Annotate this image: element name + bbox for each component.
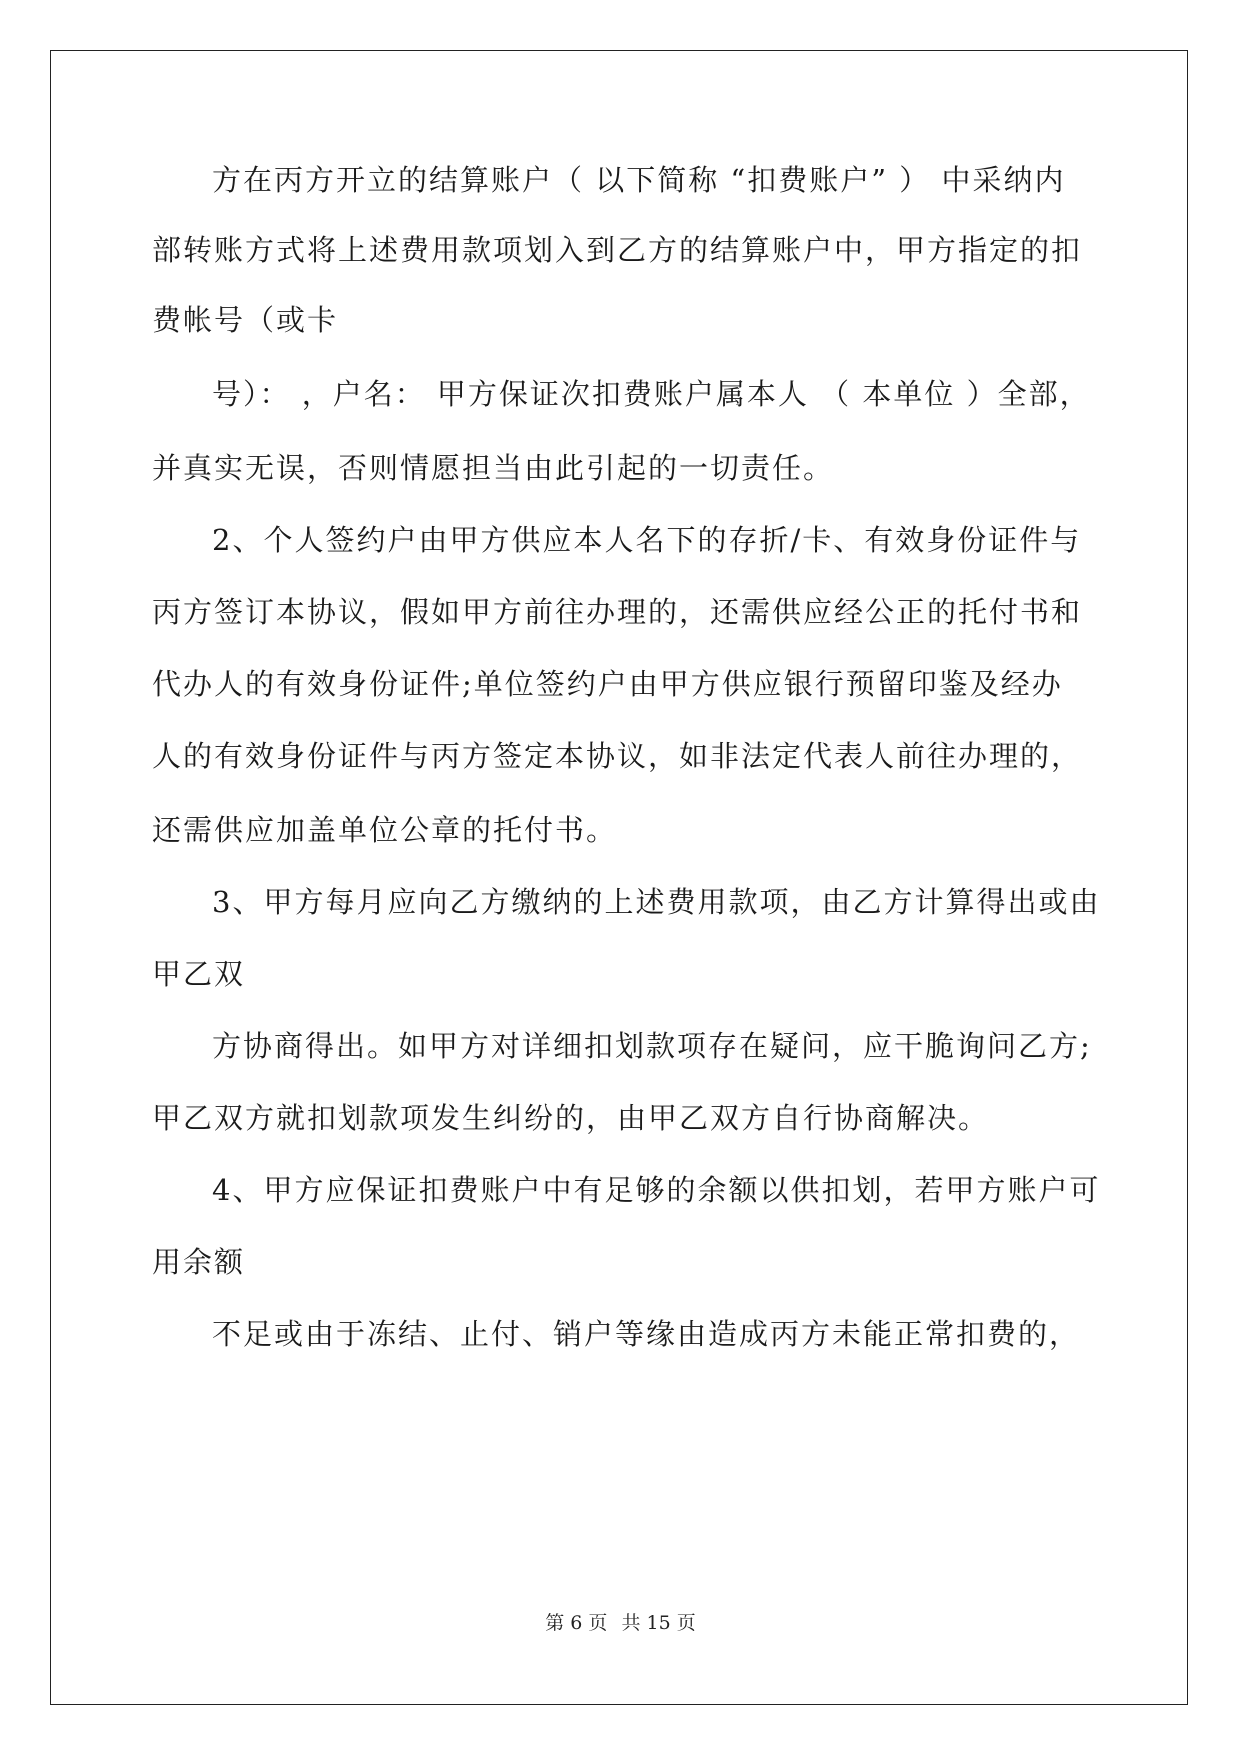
text-line: 3、甲方每月应向乙方缴纳的上述费用款项，由乙方计算得出或由 [212, 885, 1101, 919]
text-line: 并真实无误，否则情愿担当由此引起的一切责任。 [152, 451, 835, 485]
page-border [50, 50, 1188, 1705]
text-line: 4、甲方应保证扣费账户中有足够的余额以供扣划，若甲方账户可 [212, 1173, 1101, 1207]
text-line: 代办人的有效身份证件;单位签约户由甲方供应银行预留印鉴及经办 [152, 667, 1063, 701]
text-line: 人的有效身份证件与丙方签定本协议，如非法定代表人前往办理的， [152, 739, 1083, 773]
text-line: 方协商得出。如甲方对详细扣划款项存在疑问，应干脆询问乙方; [212, 1029, 1092, 1063]
page-total: 共 15 页 [621, 1612, 696, 1634]
text-line: 部转账方式将上述费用款项划入到乙方的结算账户中，甲方指定的扣 [152, 233, 1083, 267]
text-line: 用余额 [152, 1245, 246, 1279]
page-number: 第 6 页 [545, 1612, 608, 1634]
text-line: 费帐号（或卡 [152, 303, 339, 337]
text-line: 甲乙双 [152, 957, 246, 991]
text-line: 号）： ，户名： 甲方保证次扣费账户属本人 （ 本单位 ）全部， [212, 377, 1091, 411]
text-line: 2、个人签约户由甲方供应本人名下的存折/卡、有效身份证件与 [212, 523, 1082, 557]
text-line: 丙方签订本协议，假如甲方前往办理的，还需供应经公正的托付书和 [152, 595, 1083, 629]
page-footer [0, 1608, 1241, 1635]
text-line: 不足或由于冻结、止付、销户等缘由造成丙方未能正常扣费的， [212, 1317, 1081, 1351]
text-line: 方在丙方开立的结算账户（ 以下简称 “扣费账户” ） 中采纳内 [212, 163, 1066, 197]
text-line: 甲乙双方就扣划款项发生纠纷的，由甲乙双方自行协商解决。 [152, 1101, 990, 1135]
text-line: 还需供应加盖单位公章的托付书。 [152, 813, 618, 847]
